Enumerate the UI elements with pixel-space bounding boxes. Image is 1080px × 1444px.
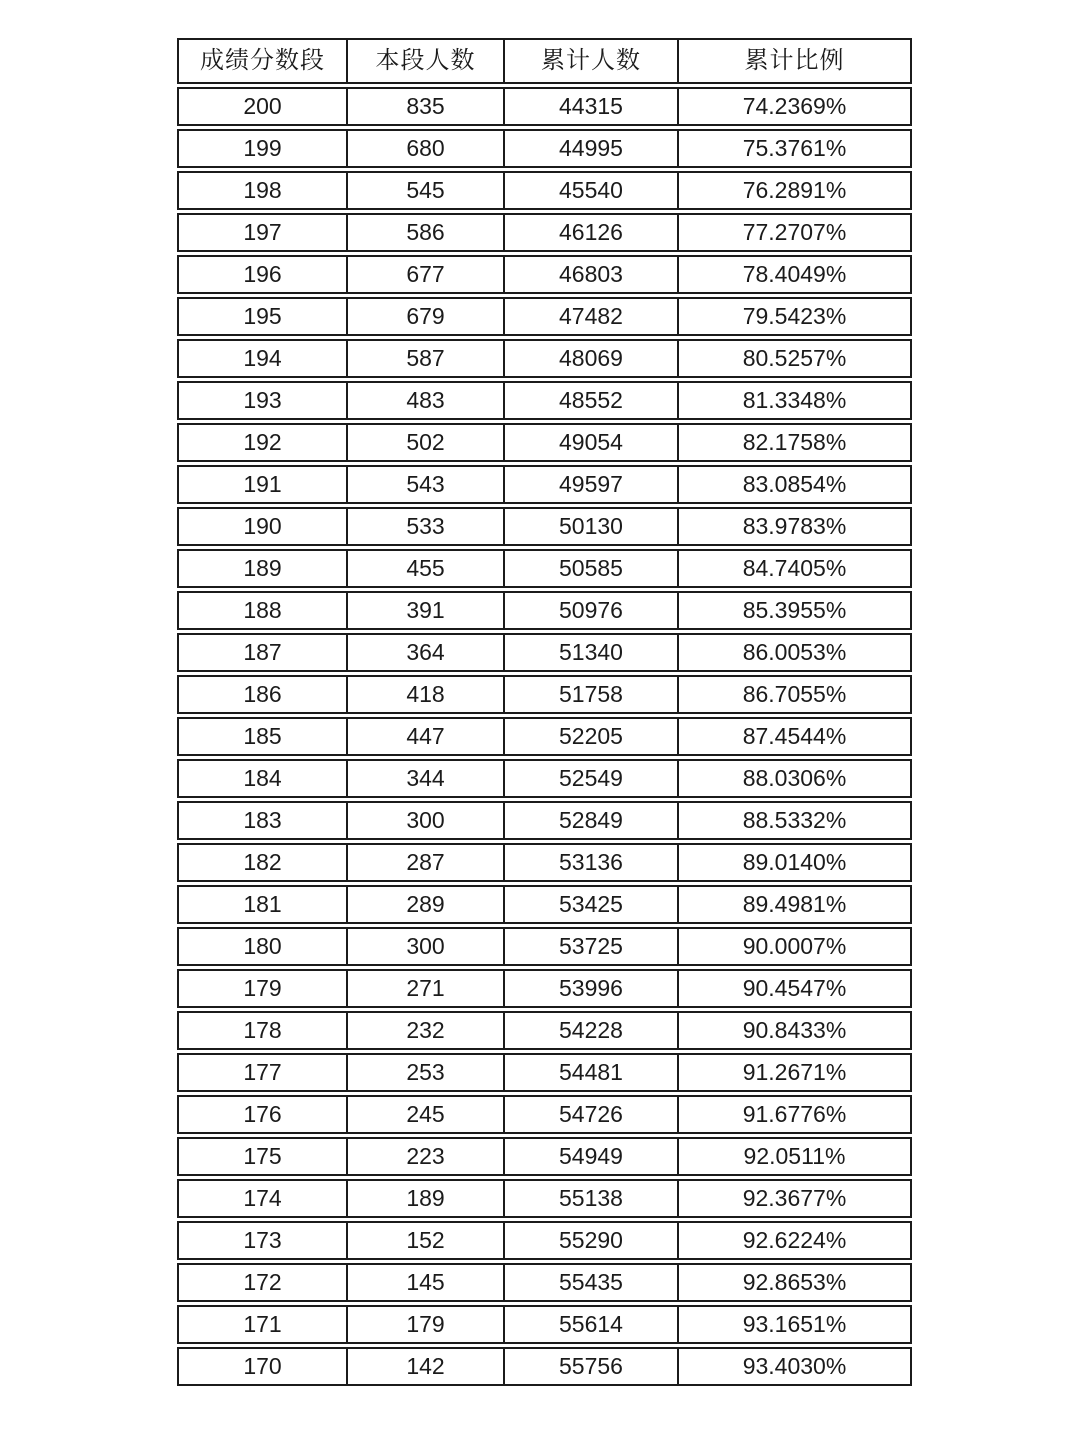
table-cell: 200 xyxy=(179,89,348,124)
table-cell: 87.4544% xyxy=(742,723,847,749)
table-cell: 50130 xyxy=(505,509,679,544)
table-row xyxy=(177,549,912,588)
table-cell: 52549 xyxy=(505,761,679,796)
table-cell: 82.1758% xyxy=(742,429,847,455)
table-cell: 49597 xyxy=(505,467,679,502)
table-cell: 83.9783% xyxy=(742,513,847,539)
table-cell: 586 xyxy=(348,215,505,250)
table-cell: 55435 xyxy=(505,1265,679,1300)
table-row xyxy=(177,759,912,798)
table-cell: 90.0007% xyxy=(742,933,847,959)
table-cell: 47482 xyxy=(505,299,679,334)
table-cell: 223 xyxy=(348,1139,505,1174)
table-cell: 77.2707% xyxy=(742,219,847,245)
table-row xyxy=(177,1263,912,1302)
table-cell: 183 xyxy=(179,803,348,838)
table-row xyxy=(177,423,912,462)
table-cell: 55138 xyxy=(505,1181,679,1216)
table-cell: 91.2671% xyxy=(742,1059,847,1085)
table-cell: 289 xyxy=(348,887,505,922)
table-cell: 53996 xyxy=(505,971,679,1006)
table-cell: 76.2891% xyxy=(742,177,847,203)
column-header-score-range: 成绩分数段 xyxy=(179,40,348,82)
table-row xyxy=(177,297,912,336)
table-cell: 174 xyxy=(179,1181,348,1216)
table-cell: 48069 xyxy=(505,341,679,376)
table-cell: 179 xyxy=(179,971,348,1006)
table-cell: 194 xyxy=(179,341,348,376)
table-cell: 86.7055% xyxy=(742,681,847,707)
table-cell: 75.3761% xyxy=(742,135,847,161)
table-cell: 85.3955% xyxy=(742,597,847,623)
table-row xyxy=(177,1011,912,1050)
table-header-row xyxy=(177,38,912,84)
table-row xyxy=(177,717,912,756)
table-cell: 199 xyxy=(179,131,348,166)
table-cell: 391 xyxy=(348,593,505,628)
table-cell: 53725 xyxy=(505,929,679,964)
table-cell: 51340 xyxy=(505,635,679,670)
table-cell: 46803 xyxy=(505,257,679,292)
table-cell: 46126 xyxy=(505,215,679,250)
table-cell: 543 xyxy=(348,467,505,502)
table-cell: 180 xyxy=(179,929,348,964)
table-row xyxy=(177,1179,912,1218)
table-row xyxy=(177,129,912,168)
table-cell: 193 xyxy=(179,383,348,418)
table-cell: 55756 xyxy=(505,1349,679,1384)
table-cell: 49054 xyxy=(505,425,679,460)
table-cell: 44315 xyxy=(505,89,679,124)
table-cell: 53425 xyxy=(505,887,679,922)
table-cell: 78.4049% xyxy=(742,261,847,287)
table-row xyxy=(177,1347,912,1386)
table-row xyxy=(177,1053,912,1092)
table-cell: 287 xyxy=(348,845,505,880)
table-cell: 245 xyxy=(348,1097,505,1132)
table-cell: 74.2369% xyxy=(742,93,847,119)
table-cell: 179 xyxy=(348,1307,505,1342)
table-cell: 195 xyxy=(179,299,348,334)
table-cell: 189 xyxy=(179,551,348,586)
table-cell: 189 xyxy=(348,1181,505,1216)
table-cell: 84.7405% xyxy=(742,555,847,581)
table-cell: 181 xyxy=(179,887,348,922)
table-cell: 89.0140% xyxy=(742,849,847,875)
table-cell: 190 xyxy=(179,509,348,544)
column-header-cumulative-ratio: 累计比例 xyxy=(744,47,845,74)
table-cell: 188 xyxy=(179,593,348,628)
table-cell: 232 xyxy=(348,1013,505,1048)
table-row xyxy=(177,1095,912,1134)
table-cell: 80.5257% xyxy=(742,345,847,371)
table-row xyxy=(177,465,912,504)
table-cell: 300 xyxy=(348,929,505,964)
table-cell: 54726 xyxy=(505,1097,679,1132)
table-cell: 502 xyxy=(348,425,505,460)
table-cell: 92.0511% xyxy=(743,1143,846,1169)
table-cell: 54949 xyxy=(505,1139,679,1174)
table-cell: 88.5332% xyxy=(742,807,847,833)
table-cell: 92.8653% xyxy=(742,1269,847,1295)
table-cell: 92.3677% xyxy=(742,1185,847,1211)
table-cell: 587 xyxy=(348,341,505,376)
table-cell: 455 xyxy=(348,551,505,586)
table-row xyxy=(177,339,912,378)
table-row xyxy=(177,87,912,126)
table-cell: 184 xyxy=(179,761,348,796)
table-cell: 88.0306% xyxy=(742,765,847,791)
table-row xyxy=(177,381,912,420)
table-cell: 51758 xyxy=(505,677,679,712)
table-cell: 171 xyxy=(179,1307,348,1342)
table-row xyxy=(177,1221,912,1260)
table-cell: 182 xyxy=(179,845,348,880)
table-cell: 176 xyxy=(179,1097,348,1132)
table-cell: 187 xyxy=(179,635,348,670)
table-cell: 90.8433% xyxy=(742,1017,847,1043)
table-cell: 447 xyxy=(348,719,505,754)
table-cell: 81.3348% xyxy=(742,387,847,413)
table-cell: 344 xyxy=(348,761,505,796)
table-cell: 271 xyxy=(348,971,505,1006)
table-row xyxy=(177,801,912,840)
table-cell: 52205 xyxy=(505,719,679,754)
table-cell: 173 xyxy=(179,1223,348,1258)
table-row xyxy=(177,633,912,672)
table-cell: 50585 xyxy=(505,551,679,586)
table-cell: 92.6224% xyxy=(742,1227,847,1253)
table-cell: 142 xyxy=(348,1349,505,1384)
table-cell: 90.4547% xyxy=(742,975,847,1001)
table-cell: 835 xyxy=(348,89,505,124)
table-cell: 679 xyxy=(348,299,505,334)
table-row xyxy=(177,507,912,546)
table-cell: 364 xyxy=(348,635,505,670)
table-cell: 192 xyxy=(179,425,348,460)
table-cell: 83.0854% xyxy=(742,471,847,497)
table-row xyxy=(177,1305,912,1344)
table-row xyxy=(177,171,912,210)
table-cell: 93.4030% xyxy=(742,1353,847,1379)
table-body xyxy=(177,87,912,1386)
table-row xyxy=(177,255,912,294)
table-cell: 79.5423% xyxy=(742,303,847,329)
table-cell: 178 xyxy=(179,1013,348,1048)
table-row xyxy=(177,885,912,924)
table-cell: 533 xyxy=(348,509,505,544)
table-row xyxy=(177,675,912,714)
table-cell: 91.6776% xyxy=(742,1101,847,1127)
column-header-segment-count: 本段人数 xyxy=(348,40,505,82)
table-cell: 44995 xyxy=(505,131,679,166)
table-cell: 177 xyxy=(179,1055,348,1090)
table-cell: 55614 xyxy=(505,1307,679,1342)
table-cell: 48552 xyxy=(505,383,679,418)
table-cell: 52849 xyxy=(505,803,679,838)
table-row xyxy=(177,1137,912,1176)
table-cell: 198 xyxy=(179,173,348,208)
table-cell: 253 xyxy=(348,1055,505,1090)
table-cell: 152 xyxy=(348,1223,505,1258)
table-cell: 172 xyxy=(179,1265,348,1300)
table-cell: 53136 xyxy=(505,845,679,880)
table-cell: 175 xyxy=(179,1139,348,1174)
table-cell: 300 xyxy=(348,803,505,838)
table-row xyxy=(177,969,912,1008)
table-cell: 54481 xyxy=(505,1055,679,1090)
table-cell: 483 xyxy=(348,383,505,418)
table-cell: 54228 xyxy=(505,1013,679,1048)
table-cell: 185 xyxy=(179,719,348,754)
table-cell: 45540 xyxy=(505,173,679,208)
table-cell: 50976 xyxy=(505,593,679,628)
table-row xyxy=(177,591,912,630)
table-cell: 55290 xyxy=(505,1223,679,1258)
table-cell: 186 xyxy=(179,677,348,712)
table-cell: 145 xyxy=(348,1265,505,1300)
table-cell: 93.1651% xyxy=(742,1311,847,1337)
table-cell: 191 xyxy=(179,467,348,502)
table-row xyxy=(177,213,912,252)
table-row xyxy=(177,843,912,882)
table-cell: 680 xyxy=(348,131,505,166)
table-cell: 677 xyxy=(348,257,505,292)
table-cell: 196 xyxy=(179,257,348,292)
table-cell: 89.4981% xyxy=(742,891,847,917)
table-cell: 170 xyxy=(179,1349,348,1384)
table-cell: 418 xyxy=(348,677,505,712)
table-cell: 545 xyxy=(348,173,505,208)
column-header-cumulative-count: 累计人数 xyxy=(505,40,679,82)
table-cell: 197 xyxy=(179,215,348,250)
table-cell: 86.0053% xyxy=(742,639,847,665)
table-row xyxy=(177,927,912,966)
score-distribution-table xyxy=(177,38,912,1389)
